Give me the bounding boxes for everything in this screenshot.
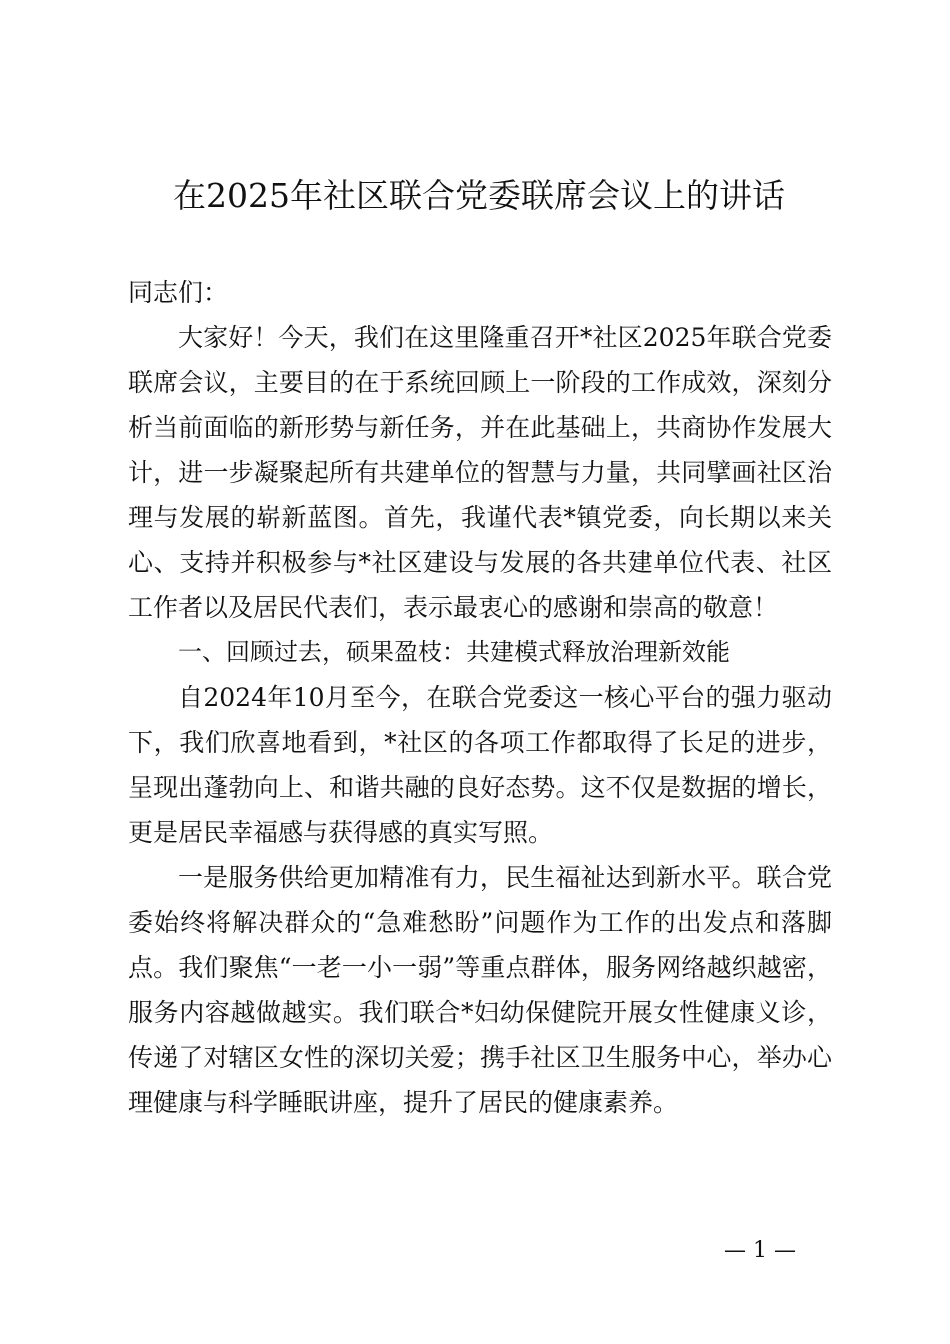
document-title: 在2025年社区联合党委联席会议上的讲话 — [173, 176, 785, 215]
page-number: — 1 — — [724, 1238, 796, 1263]
opening-paragraph: 大家好！今天，我们在这里隆重召开*社区2025年联合党委联席会议，主要目的在于系统回顾上一阶段的工作成效，深刻分析当前面临的新形势与新任务，并在此基础上，共商协作发展大计，进一步凝聚起所有共建单位的智慧与力量，共同擘画社区治理与发展的崭新蓝图。首先，我谨代表*镇党委，向长期以来关心、支持并积极参与*社区建设与发展的各共建单位代表、社区工作者以及居民代表们，表示最衷心的感谢和崇高的敬意！ — [128, 323, 832, 622]
section-heading: 一、回顾过去，硕果盈枝：共建模式释放治理新效能 — [178, 638, 730, 666]
document-body — [128, 270, 832, 1125]
service-paragraph: 一是服务供给更加精准有力，民生福祉达到新水平。联合党委始终将解决群众的“急难愁盼”问题作为工作的出发点和落脚点。我们聚焦“一老一小一弱”等重点群体，服务网络越织越密，服务内容越做越实。我们联合*妇幼保健院开展女性健康义诊，传递了对辖区女性的深切关爱；携手社区卫生服务中心，举办心理健康与科学睡眠讲座，提升了居民的健康素养。 — [128, 863, 832, 1117]
salutation: 同志们： — [128, 278, 229, 307]
review-paragraph: 自2024年10月至今，在联合党委这一核心平台的强力驱动下，我们欣喜地看到，*社区的各项工作都取得了长足的进步，呈现出蓬勃向上、和谐共融的良好态势。这不仅是数据的增长，更是居民幸福感与获得感的真实写照。 — [128, 683, 832, 847]
